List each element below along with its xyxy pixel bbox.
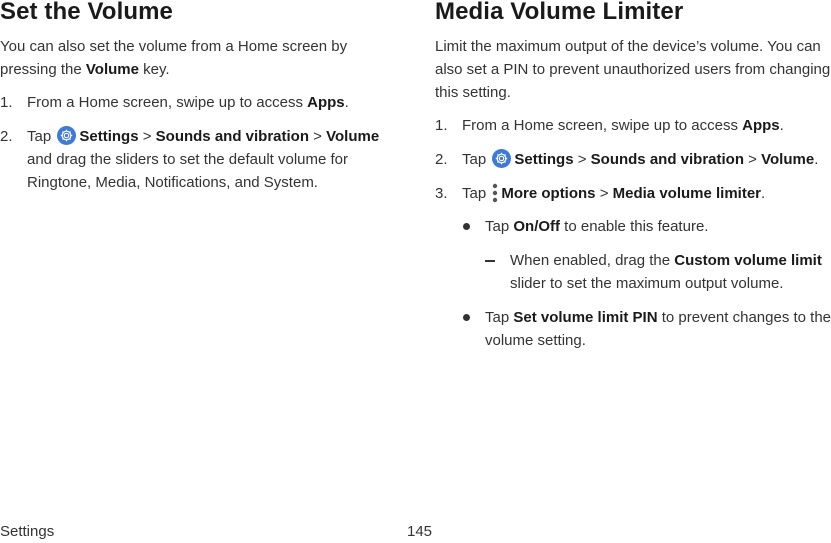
- bullet-list: [463, 215, 831, 352]
- page-number: 145: [407, 523, 433, 540]
- section-title-media-volume-limiter: Media Volume Limiter: [435, 0, 684, 25]
- bullet-item: Tap Set volume limit PIN to prevent changes to the volume setting.: [463, 306, 831, 352]
- step-item: 2. Tap Settings > Sounds and vibration > Volume.: [435, 151, 819, 168]
- bullet-item: Tap On/Off to enable this feature. When enabled, drag the Custom volume limit slider to set the maximum output volume.: [463, 215, 831, 295]
- settings-gear-icon: [492, 149, 511, 168]
- sub-bullet-item: When enabled, drag the Custom volume limit slider to set the maximum output volume.: [485, 249, 831, 295]
- dash-icon: [485, 260, 495, 262]
- bullet-icon: [463, 314, 470, 321]
- section-title-set-volume: Set the Volume: [0, 0, 173, 25]
- steps-list: [435, 114, 831, 205]
- sub-bullet-list: [485, 249, 831, 295]
- more-options-icon: [492, 183, 498, 203]
- settings-gear-icon: [57, 126, 76, 145]
- step-item: 3. Tap More options > Media volume limiter.: [435, 185, 766, 202]
- right-column: [435, 0, 831, 352]
- intro-text: Limit the maximum output of the device’s volume. You can also set a PIN to prevent unauthorized users from changing this setting.: [435, 38, 831, 101]
- left-column: [0, 0, 400, 194]
- footer-section-label: Settings: [0, 523, 55, 540]
- step-item: 1. From a Home screen, swipe up to access Apps.: [435, 117, 784, 134]
- intro-text: You can also set the volume from a Home screen by pressing the Volume key.: [0, 38, 348, 78]
- step-item: 1. From a Home screen, swipe up to access Apps.: [0, 94, 349, 111]
- step-item: 2. Tap Settings > Sounds and vibration > Volume and drag the sliders to set the default volume for Ringtone, Media, Notifications, and System.: [0, 128, 380, 191]
- bullet-icon: [463, 223, 470, 230]
- steps-list: [0, 91, 400, 194]
